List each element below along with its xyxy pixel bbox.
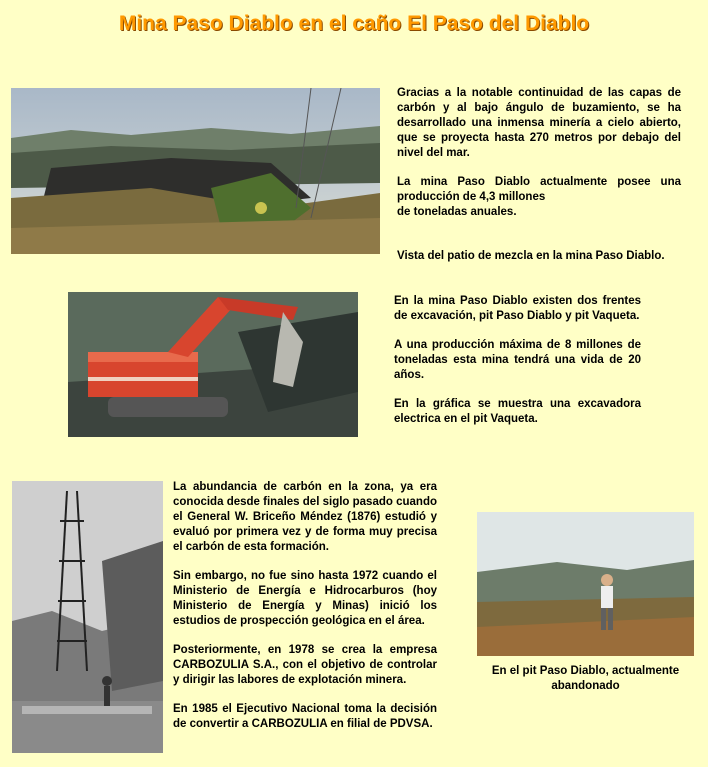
drilling-rig-photo — [12, 481, 163, 753]
section1-paragraph: de toneladas anuales. — [397, 206, 517, 218]
pit-photo-caption — [477, 664, 694, 694]
section3-paragraph: La abundancia de carbón en la zona, ya era conocida desde finales del siglo pasado cuando el General W. Briceño Méndez (1876) estudió y evaluó por primera vez y de forma muy precisa el carbón de esta formación. — [173, 481, 437, 553]
section2-paragraph: En la gráfica se muestra una excavadora electrica en el pit Vaqueta. — [394, 398, 641, 425]
caption-line: abandonado — [551, 680, 620, 692]
section1-paragraph: Gracias a la notable continuidad de las capas de carbón y al bajo ángulo de buzamiento, se ha desarrollado una inmensa minería a cielo abierto, que se proyecta hasta 270 metros por debajo del nivel del mar. — [397, 87, 681, 159]
section3-paragraph: Posteriormente, en 1978 se crea la empresa CARBOZULIA S.A., con el objetivo de controlar y dirigir las labores de explotación minera. — [173, 644, 437, 686]
excavator-photo — [68, 292, 358, 437]
section2-text — [394, 294, 641, 441]
section1-paragraph: La mina Paso Diablo actualmente posee una producción de 4,3 millones — [397, 176, 681, 203]
section3-paragraph: En 1985 el Ejecutivo Nacional toma la decisión de convertir a CARBOZULIA en filial de PDVSA. — [173, 703, 437, 730]
section3-paragraph: Sin embargo, no fue sino hasta 1972 cuando el Ministerio de Energía e Hidrocarburos (hoy Ministerio de Energía y Minas) inició los estudios de prospección geológica en el área. — [173, 570, 437, 627]
page-title: Mina Paso Diablo en el caño El Paso del Diablo — [118, 12, 590, 35]
pit-worker-photo — [477, 512, 694, 656]
section1-paragraph: Vista del patio de mezcla en la mina Paso Diablo. — [397, 250, 665, 262]
section1-text — [397, 86, 681, 278]
mine-landscape-photo — [11, 88, 380, 254]
section3-text — [173, 480, 437, 746]
section2-paragraph: En la mina Paso Diablo existen dos frentes de excavación, pit Paso Diablo y pit Vaqueta. — [394, 295, 641, 322]
section2-paragraph: A una producción máxima de 8 millones de toneladas esta mina tendrá una vida de 20 años. — [394, 339, 641, 381]
caption-line: En el pit Paso Diablo, actualmente — [491, 665, 680, 677]
